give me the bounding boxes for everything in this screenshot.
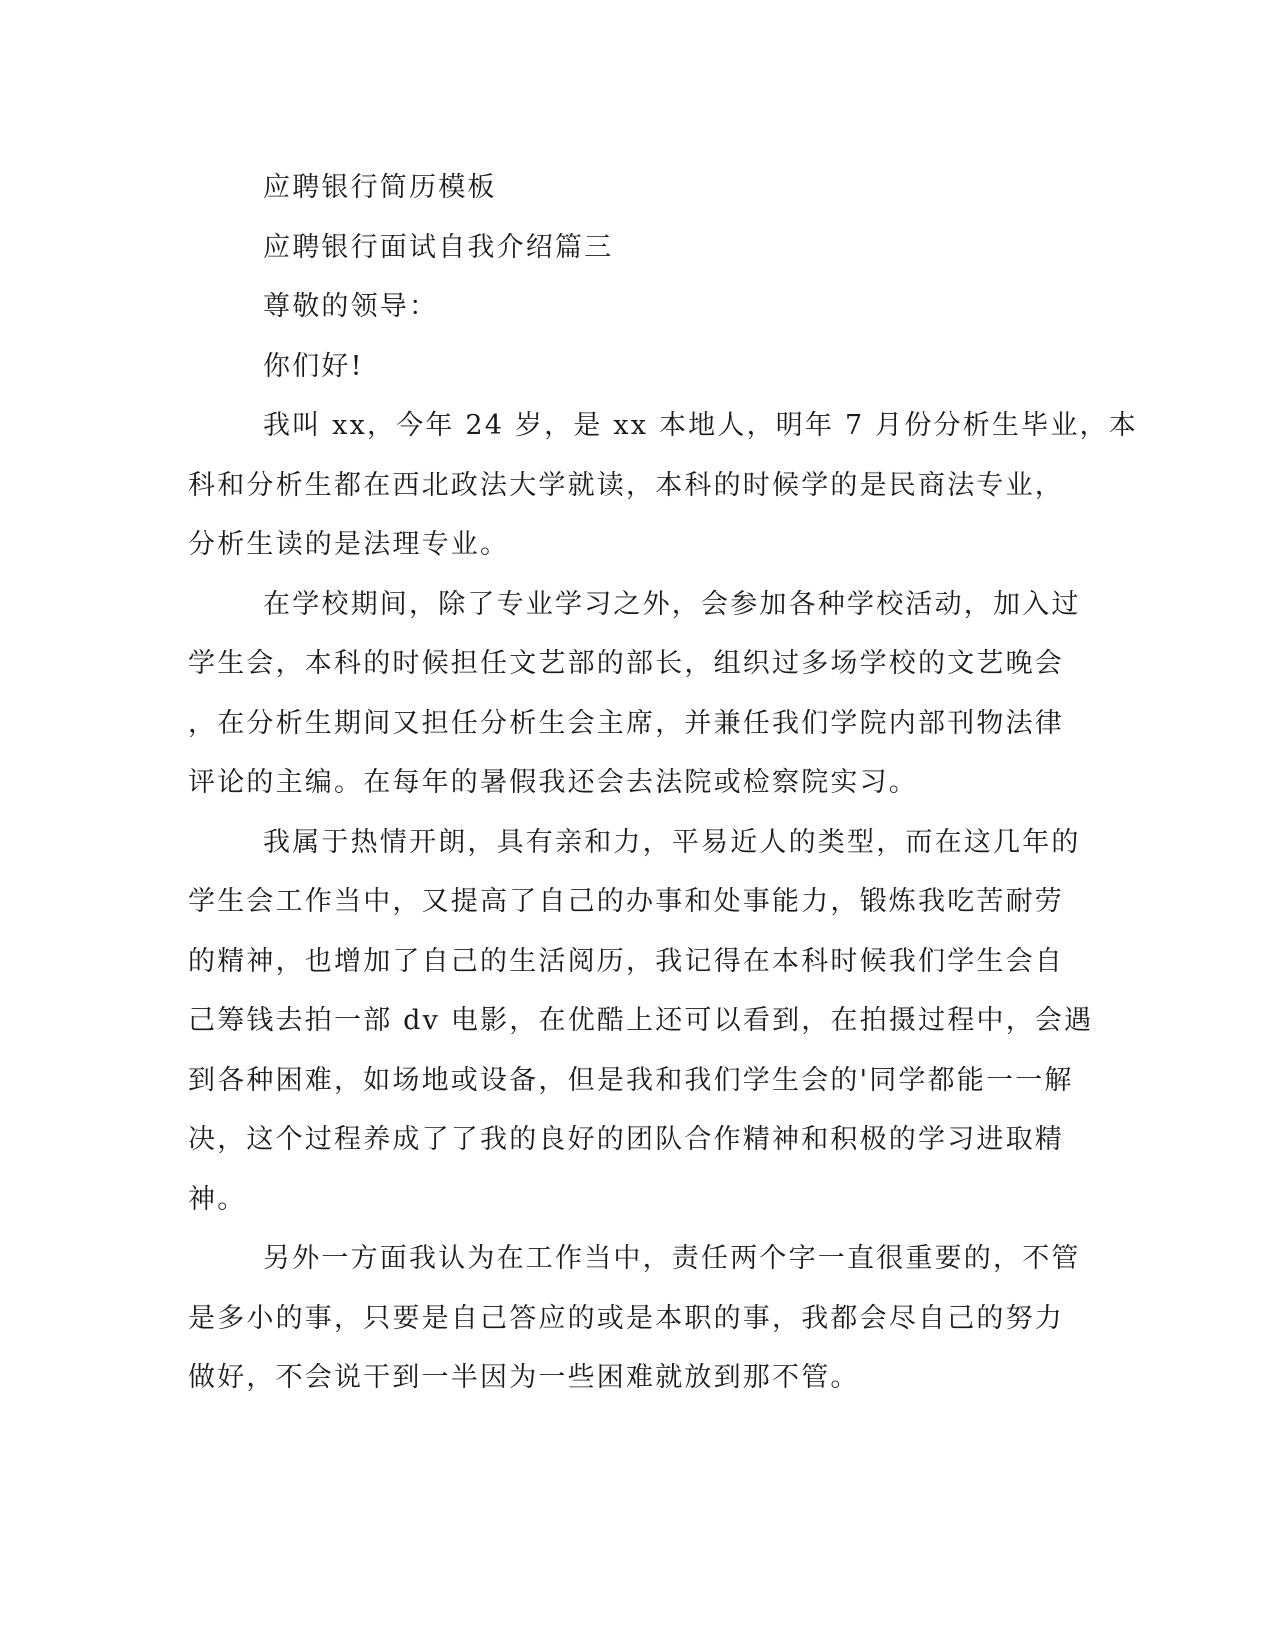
paragraph-line: 神。 <box>188 1183 247 1215</box>
paragraph-line: 做好，不会说干到一半因为一些困难就放到那不管。 <box>188 1362 860 1393</box>
paragraph-line: 在学校期间，除了专业学习之外，会参加各种学校活动，加入过 <box>263 588 1081 620</box>
document-subheading: 应聘银行面试自我介绍篇三 <box>263 231 614 263</box>
paragraph-line: 学生会工作当中，又提高了自己的办事和处事能力，锻炼我吃苦耐劳 <box>188 886 1064 917</box>
paragraph-line: 科和分析生都在西北政法大学就读，本科的时候学的是民商法专业， <box>188 469 1064 501</box>
paragraph-line: 己筹钱去拍一部 dv 电影，在优酷上还可以看到，在拍摄过程中，会遇 <box>188 1005 1094 1036</box>
paragraph-line: 的精神，也增加了自己的生活阅历，我记得在本科时候我们学生会自 <box>188 945 1064 977</box>
paragraph-introduction <box>188 396 1138 575</box>
paragraph-line: ，在分析生期间又担任分析生会主席，并兼任我们学院内部刊物法律 <box>188 707 1064 739</box>
document-body <box>188 158 1138 1408</box>
paragraph-school-activities <box>188 575 1088 813</box>
paragraph-personality <box>188 813 1094 1230</box>
paragraph-line: 我属于热情开朗，具有亲和力，平易近人的类型，而在这几年的 <box>263 826 1081 858</box>
salutation: 尊敬的领导： <box>263 291 439 322</box>
paragraph-line: 评论的主编。在每年的暑假我还会去法院或检察院实习。 <box>188 767 918 798</box>
paragraph-line: 我叫 xx，今年 24 岁，是 xx 本地人，明年 7 月份分析生毕业，本 <box>263 410 1138 441</box>
paragraph-line: 是多小的事，只要是自己答应的或是本职的事，我都会尽自己的努力 <box>188 1302 1064 1334</box>
greeting: 你们好! <box>263 350 364 382</box>
paragraph-line: 分析生读的是法理专业。 <box>188 529 510 560</box>
paragraph-responsibility <box>188 1229 1088 1408</box>
paragraph-line: 另外一方面我认为在工作当中，责任两个字一直很重要的，不管 <box>263 1243 1081 1274</box>
paragraph-line: 决，这个过程养成了了我的良好的团队合作精神和积极的学习进取精 <box>188 1124 1064 1155</box>
paragraph-line: 到各种困难，如场地或设备，但是我和我们学生会的'同学都能一一解 <box>188 1064 1074 1096</box>
paragraph-line: 学生会，本科的时候担任文艺部的部长，组织过多场学校的文艺晚会 <box>188 648 1064 679</box>
document-heading: 应聘银行简历模板 <box>263 172 497 203</box>
